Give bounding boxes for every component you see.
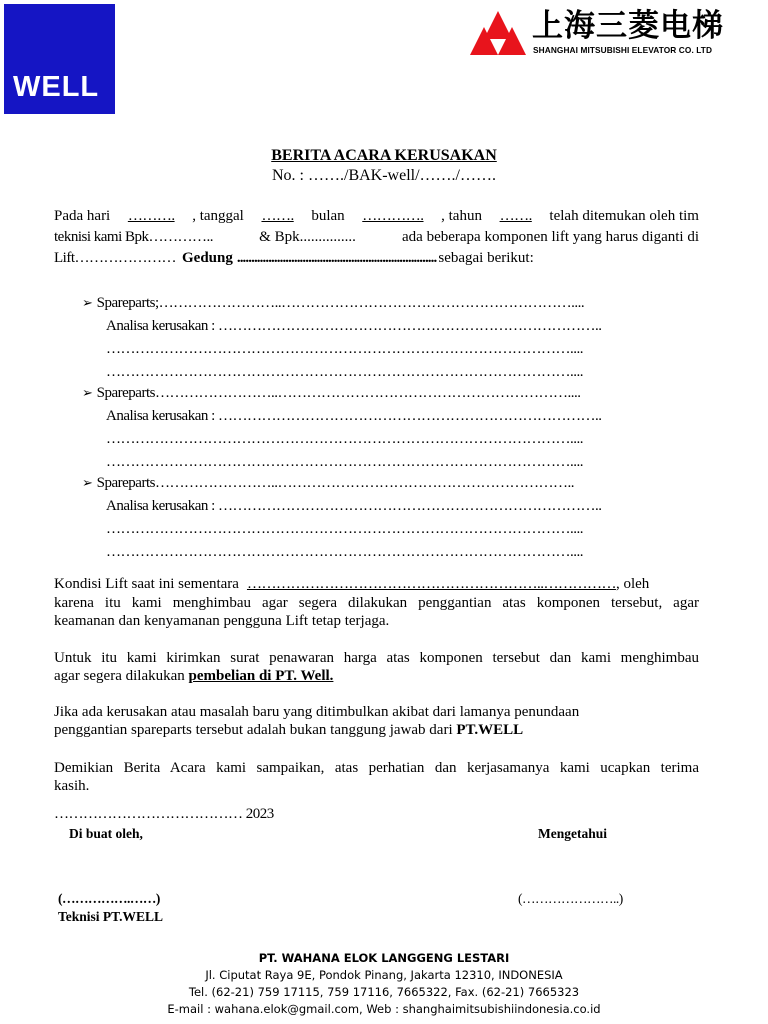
left-signer-title: Di buat oleh, <box>69 826 143 841</box>
condition-line-1 <box>54 574 699 594</box>
offer-line-1: Untuk itu kami kirimkan surat penawaran harga atas komponen tersebut dan kami menghimbau <box>54 650 699 666</box>
left-signer-name: Teknisi PT.WELL <box>58 909 164 924</box>
company-name-bold: PT.WELL <box>456 722 524 738</box>
arrow-bullet-icon: ➢ <box>82 296 93 311</box>
footer-contact: E-mail : wahana.elok@gmail.com, Web : shanghaimitsubishiindonesia.co.id <box>167 1002 601 1016</box>
building-blank: ...................................................................... <box>236 250 437 266</box>
intro-text: , tahun <box>441 208 482 224</box>
intro-text: bulan <box>311 208 345 224</box>
technician-2-blank: & Bpk............... <box>259 229 356 245</box>
footer-phone: Tel. (62-21) 759 17115, 759 17116, 7665322, Fax. (62-21) 7665323 <box>188 985 580 999</box>
blank-line: …………………………………………………………………………………….... <box>106 341 583 357</box>
purchase-note: pembelian di PT. Well. <box>188 668 334 684</box>
intro-text: sebagai berikut: <box>438 250 534 266</box>
lift-blank: Lift………………… <box>54 250 176 266</box>
closing-line-2: kasih. <box>54 778 90 794</box>
blank-line: …………………………………………………………………………………….... <box>106 521 583 537</box>
intro-text: telah ditemukan oleh tim <box>549 208 699 224</box>
sme-english-name: SHANGHAI MITSUBISHI ELEVATOR CO. LTD <box>533 45 713 55</box>
blank-line: …………………………………………………………………………………….... <box>106 431 583 447</box>
date-blank: ……. <box>261 208 294 224</box>
liability-text: penggantian spareparts tersebut adalah bukan tanggung jawab dari <box>54 722 453 738</box>
offer-text: agar segera dilakukan <box>54 668 185 684</box>
blank-line: …………………………………………………………………………………….... <box>106 364 583 380</box>
offer-line-2 <box>54 666 333 686</box>
sme-chinese-name: 上海三菱电梯 <box>532 8 724 44</box>
blank-line: …………………………………………………………………………………….... <box>106 454 583 470</box>
condition-text: Kondisi Lift saat ini sementara <box>54 576 239 592</box>
right-signature-blank: (…………………..) <box>518 891 623 906</box>
intro-line-3 <box>54 248 699 268</box>
building-label: Gedung <box>182 250 233 266</box>
signature-date: ………………………………… 2023 <box>54 806 274 822</box>
condition-blank: ……………………………………………………..…………… <box>246 576 616 592</box>
sparepart-label: Spareparts……………………..…………………………………………………….. <box>96 475 574 491</box>
well-logo <box>4 4 115 114</box>
condition-text: , oleh <box>615 576 650 592</box>
intro-line-2 <box>54 227 699 247</box>
technician-1-blank: teknisi kami Bpk………….. <box>54 229 213 245</box>
document-title: BERITA ACARA KERUSAKAN <box>271 147 497 164</box>
shanghai-mitsubishi-logo <box>470 8 755 58</box>
mitsubishi-triangle-icon <box>470 11 526 56</box>
year-blank: ……. <box>499 208 532 224</box>
arrow-bullet-icon: ➢ <box>82 476 93 491</box>
intro-line-1 <box>54 206 699 226</box>
analysis-line: Analisa kerusakan : …………………………………………………………………….. <box>106 498 602 514</box>
footer-address: Jl. Ciputat Raya 9E, Pondok Pinang, Jakarta 12310, INDONESIA <box>205 968 563 982</box>
sparepart-item-3 <box>82 473 702 565</box>
month-blank: …………. <box>362 208 424 224</box>
condition-line-3: keamanan dan kenyamanan pengguna Lift tetap terjaga. <box>54 613 390 629</box>
sparepart-label: Spareparts;……………………..…………………………………………………….... <box>96 295 585 311</box>
document-number: No. : ……./BAK-well/……./……. <box>272 167 496 184</box>
analysis-line: Analisa kerusakan : …………………………………………………………………….. <box>106 408 602 424</box>
arrow-bullet-icon: ➢ <box>82 386 93 401</box>
intro-text: Pada hari <box>54 208 111 224</box>
liability-line-2 <box>54 720 523 740</box>
sparepart-label: Spareparts……………………..…………………………………………………….... <box>96 385 581 401</box>
intro-text: , tanggal <box>192 208 244 224</box>
sparepart-item-1 <box>82 293 702 385</box>
analysis-line: Analisa kerusakan : …………………………………………………………………….. <box>106 318 602 334</box>
sparepart-item-2 <box>82 383 702 475</box>
liability-line-1: Jika ada kerusakan atau masalah baru yang ditimbulkan akibat dari lamanya penundaan <box>54 704 580 720</box>
well-logo-text: WELL <box>13 71 100 103</box>
right-signer-title: Mengetahui <box>538 826 607 841</box>
closing-line-1: Demikian Berita Acara kami sampaikan, atas perhatian dan kerjasamanya kami ucapkan terima <box>54 760 699 776</box>
blank-line: …………………………………………………………………………………….... <box>106 544 583 560</box>
day-blank: ………. <box>127 208 175 224</box>
condition-line-2: karena itu kami menghimbau agar segera dilakukan penggantian atas komponen tersebut, agar <box>54 595 699 611</box>
footer <box>0 950 768 1018</box>
left-signature-blank: (…………….……) <box>58 891 160 906</box>
intro-text: ada beberapa komponen lift yang harus diganti di <box>402 229 699 245</box>
footer-company: PT. WAHANA ELOK LANGGENG LESTARI <box>258 951 510 965</box>
